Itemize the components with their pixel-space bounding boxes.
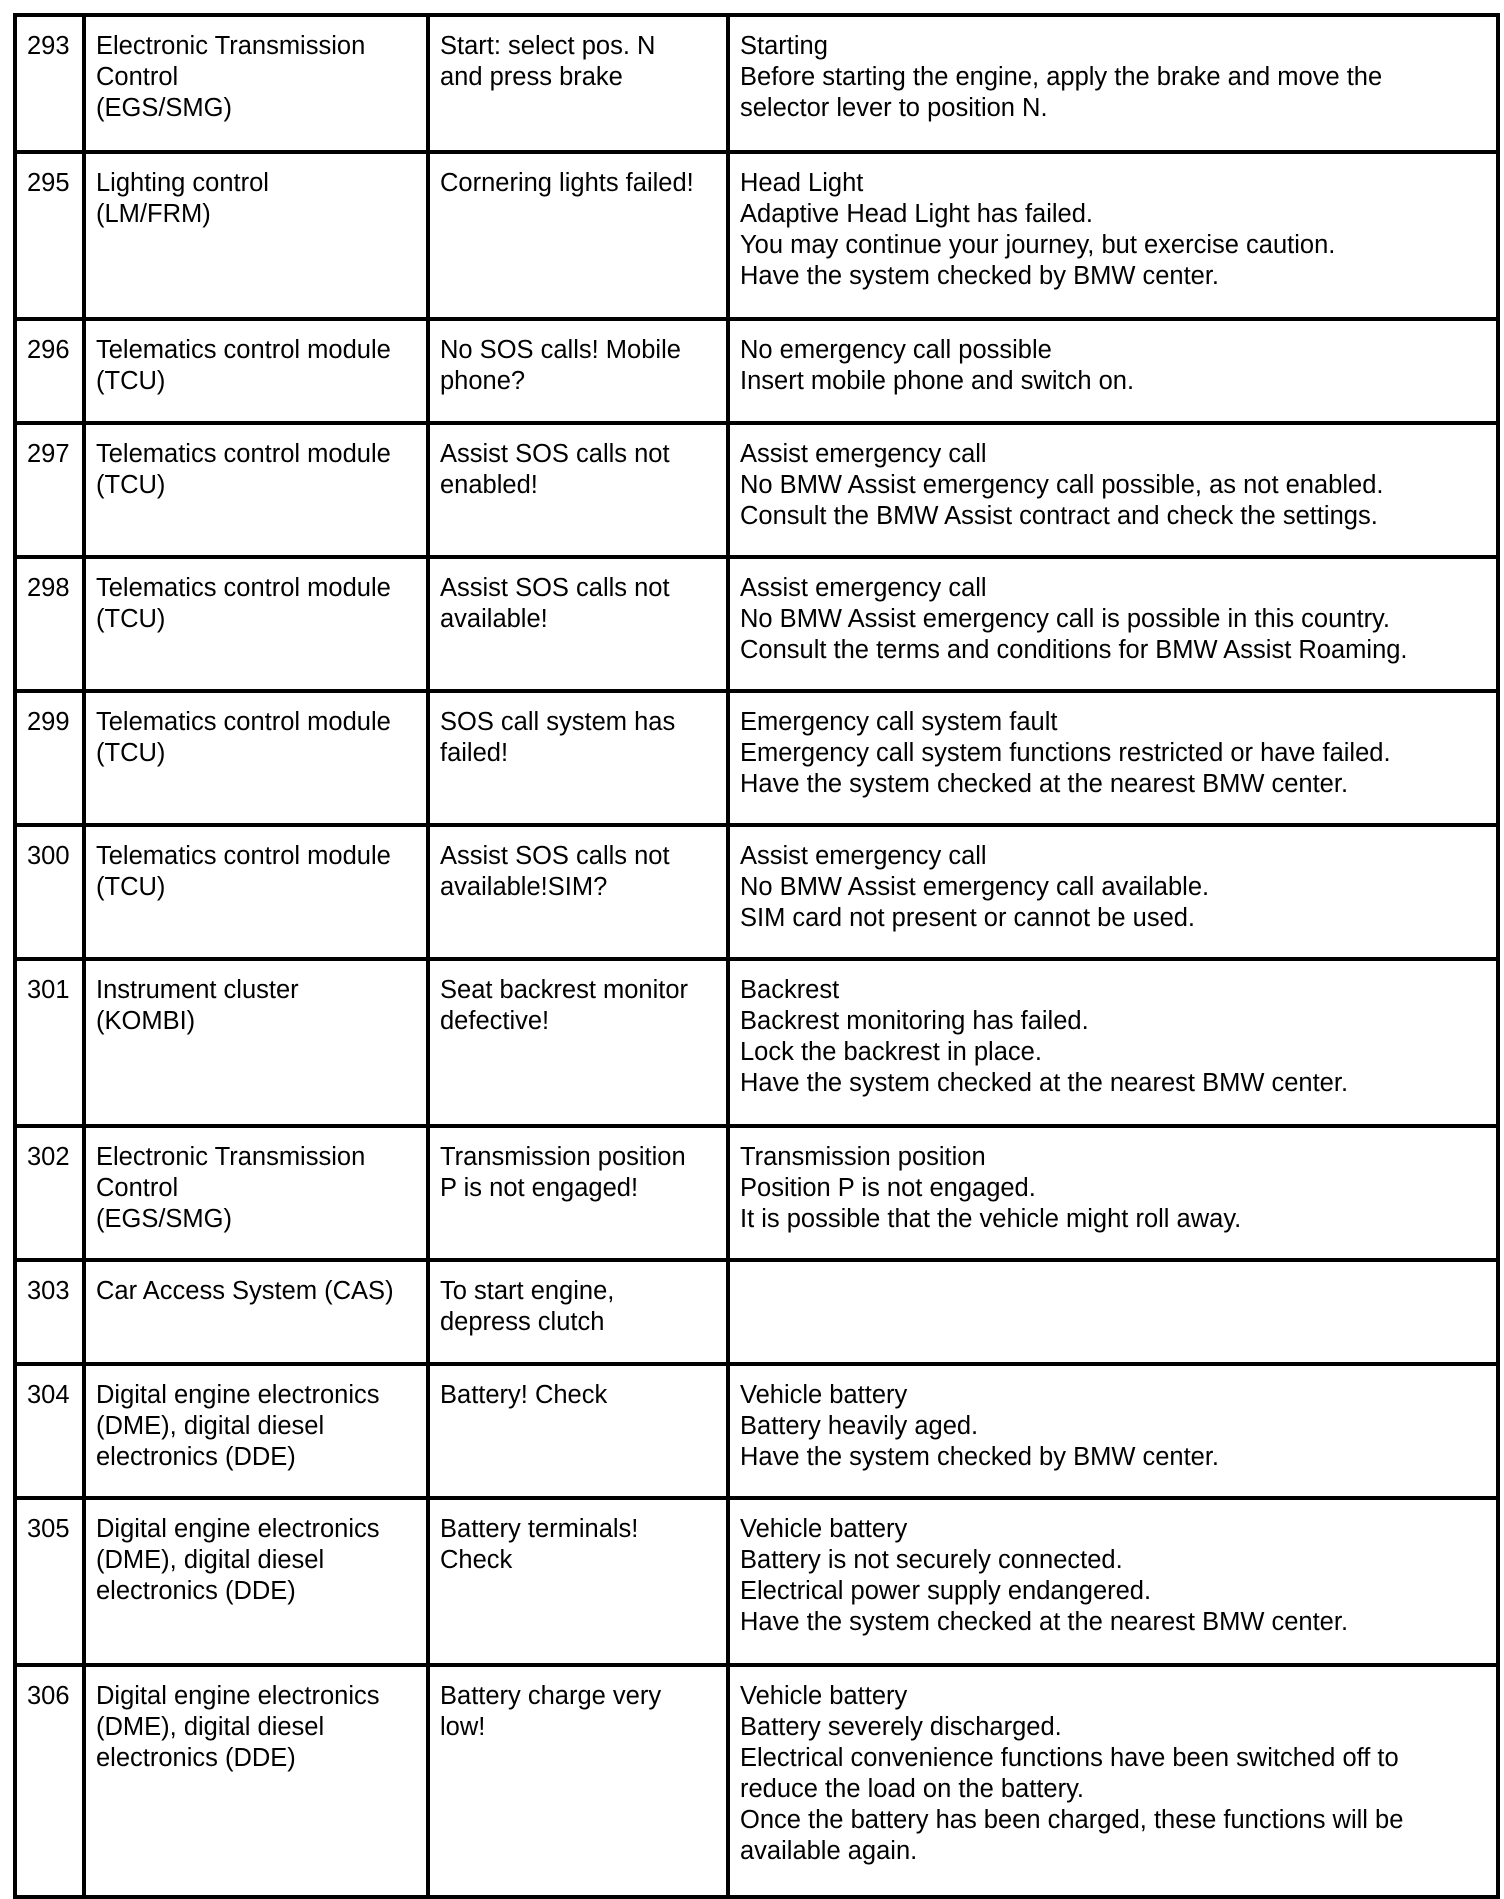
table-body [15, 15, 1498, 1897]
cell-display-message [428, 691, 728, 825]
text-line: Control [96, 63, 179, 91]
text-line: Have the system checked at the nearest BMW center. [740, 1608, 1349, 1636]
text-line: Adaptive Head Light has failed. [740, 200, 1093, 228]
cell-details [728, 959, 1498, 1126]
text-line: Control [96, 1174, 179, 1202]
cell-details [728, 1260, 1498, 1364]
text-line: Battery! Check [440, 1381, 608, 1409]
text-line: (DME), digital diesel [96, 1546, 325, 1574]
table-row [15, 959, 1498, 1126]
text-line: Telematics control module [96, 574, 391, 602]
code-number: 300 [27, 842, 70, 870]
text-line: Electrical convenience functions have been switched off to [740, 1744, 1399, 1772]
text-line: (EGS/SMG) [96, 1205, 233, 1233]
code-number: 299 [27, 708, 70, 736]
cell-code [15, 959, 84, 1126]
cell-control-unit [84, 557, 428, 691]
code-number: 303 [27, 1277, 70, 1305]
text-line: (TCU) [96, 471, 166, 499]
code-number: 297 [27, 440, 70, 468]
table-row [15, 1364, 1498, 1498]
cell-code [15, 319, 84, 423]
text-line: Insert mobile phone and switch on. [740, 367, 1135, 395]
cell-display-message [428, 423, 728, 557]
table-row [15, 691, 1498, 825]
cell-display-message [428, 557, 728, 691]
text-line: electronics (DDE) [96, 1744, 296, 1772]
cell-details [728, 557, 1498, 691]
text-line: Battery is not securely connected. [740, 1546, 1123, 1574]
text-line: (TCU) [96, 367, 166, 395]
cell-control-unit [84, 15, 428, 152]
text-line: Assist SOS calls not [440, 440, 670, 468]
cell-display-message [428, 15, 728, 152]
cell-display-message [428, 825, 728, 959]
text-line: Check [440, 1546, 513, 1574]
text-line: Assist emergency call [740, 440, 987, 468]
code-number: 301 [27, 976, 70, 1004]
text-line: Before starting the engine, apply the brake and move the [740, 63, 1383, 91]
text-line: Cornering lights failed! [440, 169, 694, 197]
text-line: and press brake [440, 63, 623, 91]
text-line: (LM/FRM) [96, 200, 211, 228]
text-line: Assist SOS calls not [440, 842, 670, 870]
cell-display-message [428, 1126, 728, 1260]
text-line: Telematics control module [96, 842, 391, 870]
table-row [15, 557, 1498, 691]
cell-details [728, 1665, 1498, 1897]
text-line: Transmission position [440, 1143, 686, 1171]
text-line: Have the system checked at the nearest BMW center. [740, 1069, 1349, 1097]
cell-code [15, 1364, 84, 1498]
cell-display-message [428, 319, 728, 423]
cell-code [15, 557, 84, 691]
text-line: available again. [740, 1837, 918, 1865]
text-line: low! [440, 1713, 486, 1741]
text-line: Vehicle battery [740, 1515, 908, 1543]
text-line: Head Light [740, 169, 864, 197]
cell-control-unit [84, 423, 428, 557]
text-line: (EGS/SMG) [96, 94, 233, 122]
text-line: Backrest monitoring has failed. [740, 1007, 1089, 1035]
text-line: electronics (DDE) [96, 1443, 296, 1471]
text-line: Transmission position [740, 1143, 986, 1171]
cell-control-unit [84, 319, 428, 423]
check-control-table [13, 13, 1500, 1899]
text-line: Assist emergency call [740, 574, 987, 602]
cell-control-unit [84, 1498, 428, 1665]
text-line: available! [440, 605, 548, 633]
table-row [15, 15, 1498, 152]
cell-control-unit [84, 1260, 428, 1364]
text-line: Backrest [740, 976, 840, 1004]
cell-code [15, 152, 84, 319]
text-line: Have the system checked by BMW center. [740, 1443, 1220, 1471]
text-line: Starting [740, 32, 828, 60]
text-line: No emergency call possible [740, 336, 1052, 364]
text-line: Digital engine electronics [96, 1381, 380, 1409]
text-line: enabled! [440, 471, 538, 499]
text-line: No SOS calls! Mobile [440, 336, 681, 364]
table-row [15, 319, 1498, 423]
cell-code [15, 1665, 84, 1897]
cell-display-message [428, 1364, 728, 1498]
table-row [15, 423, 1498, 557]
code-number: 302 [27, 1143, 70, 1171]
table-row [15, 1498, 1498, 1665]
table-row [15, 825, 1498, 959]
cell-details [728, 691, 1498, 825]
text-line: Emergency call system functions restricted or have failed. [740, 739, 1391, 767]
text-line: Digital engine electronics [96, 1515, 380, 1543]
text-line: Car Access System (CAS) [96, 1277, 394, 1305]
text-line: Consult the BMW Assist contract and check the settings. [740, 502, 1378, 530]
text-line: Telematics control module [96, 336, 391, 364]
text-line: (TCU) [96, 739, 166, 767]
text-line: Start: select pos. N [440, 32, 656, 60]
text-line: Vehicle battery [740, 1381, 908, 1409]
text-line: electronics (DDE) [96, 1577, 296, 1605]
cell-details [728, 319, 1498, 423]
text-line: Electronic Transmission [96, 32, 366, 60]
cell-code [15, 825, 84, 959]
text-line: Position P is not engaged. [740, 1174, 1036, 1202]
text-line: available!SIM? [440, 873, 608, 901]
table-row [15, 1665, 1498, 1897]
cell-display-message [428, 152, 728, 319]
text-line: reduce the load on the battery. [740, 1775, 1085, 1803]
cell-display-message [428, 1260, 728, 1364]
text-line: Digital engine electronics [96, 1682, 380, 1710]
text-line: Electrical power supply endangered. [740, 1577, 1152, 1605]
code-number: 305 [27, 1515, 70, 1543]
cell-control-unit [84, 825, 428, 959]
table-row [15, 152, 1498, 319]
cell-details [728, 1364, 1498, 1498]
text-line: Lighting control [96, 169, 269, 197]
text-line: No BMW Assist emergency call is possible in this country. [740, 605, 1391, 633]
text-line: SIM card not present or cannot be used. [740, 904, 1196, 932]
code-number: 293 [27, 32, 70, 60]
text-line: Consult the terms and conditions for BMW Assist Roaming. [740, 636, 1408, 664]
text-line: depress clutch [440, 1308, 605, 1336]
cell-details [728, 152, 1498, 319]
text-line: Instrument cluster [96, 976, 299, 1004]
text-line: Battery charge very [440, 1682, 662, 1710]
text-line: Telematics control module [96, 708, 391, 736]
text-line: Telematics control module [96, 440, 391, 468]
text-line: It is possible that the vehicle might roll away. [740, 1205, 1242, 1233]
text-line: No BMW Assist emergency call possible, as not enabled. [740, 471, 1384, 499]
text-line: Emergency call system fault [740, 708, 1058, 736]
text-line: defective! [440, 1007, 550, 1035]
text-line: (TCU) [96, 873, 166, 901]
text-line: Battery terminals! [440, 1515, 639, 1543]
code-number: 296 [27, 336, 70, 364]
text-line: selector lever to position N. [740, 94, 1048, 122]
text-line: (KOMBI) [96, 1007, 196, 1035]
cell-code [15, 1126, 84, 1260]
cell-display-message [428, 1498, 728, 1665]
cell-details [728, 1498, 1498, 1665]
cell-display-message [428, 1665, 728, 1897]
cell-code [15, 423, 84, 557]
text-line: P is not engaged! [440, 1174, 639, 1202]
text-line: Have the system checked at the nearest BMW center. [740, 770, 1349, 798]
table-row [15, 1260, 1498, 1364]
cell-control-unit [84, 1126, 428, 1260]
code-number: 298 [27, 574, 70, 602]
text-line: SOS call system has [440, 708, 676, 736]
text-line: Seat backrest monitor [440, 976, 689, 1004]
text-line: (TCU) [96, 605, 166, 633]
cell-code [15, 1498, 84, 1665]
code-number: 304 [27, 1381, 70, 1409]
text-line: No BMW Assist emergency call available. [740, 873, 1210, 901]
cell-control-unit [84, 1364, 428, 1498]
text-line: Have the system checked by BMW center. [740, 262, 1220, 290]
text-line: To start engine, [440, 1277, 615, 1305]
cell-code [15, 15, 84, 152]
cell-details [728, 423, 1498, 557]
text-line: Once the battery has been charged, these functions will be [740, 1806, 1404, 1834]
cell-details [728, 825, 1498, 959]
cell-control-unit [84, 691, 428, 825]
text-line: Assist SOS calls not [440, 574, 670, 602]
cell-details [728, 1126, 1498, 1260]
text-line: Lock the backrest in place. [740, 1038, 1042, 1066]
text-line: (DME), digital diesel [96, 1412, 325, 1440]
cell-details [728, 15, 1498, 152]
text-line: Battery severely discharged. [740, 1713, 1062, 1741]
text-line: phone? [440, 367, 526, 395]
text-line: You may continue your journey, but exercise caution. [740, 231, 1336, 259]
text-line: Electronic Transmission [96, 1143, 366, 1171]
cell-control-unit [84, 959, 428, 1126]
code-number: 306 [27, 1682, 70, 1710]
table-row [15, 1126, 1498, 1260]
cell-code [15, 691, 84, 825]
cell-control-unit [84, 1665, 428, 1897]
text-line: Vehicle battery [740, 1682, 908, 1710]
cell-control-unit [84, 152, 428, 319]
cell-display-message [428, 959, 728, 1126]
text-line: Assist emergency call [740, 842, 987, 870]
text-line: Battery heavily aged. [740, 1412, 979, 1440]
code-number: 295 [27, 169, 70, 197]
text-line: failed! [440, 739, 509, 767]
cell-code [15, 1260, 84, 1364]
text-line: (DME), digital diesel [96, 1713, 325, 1741]
